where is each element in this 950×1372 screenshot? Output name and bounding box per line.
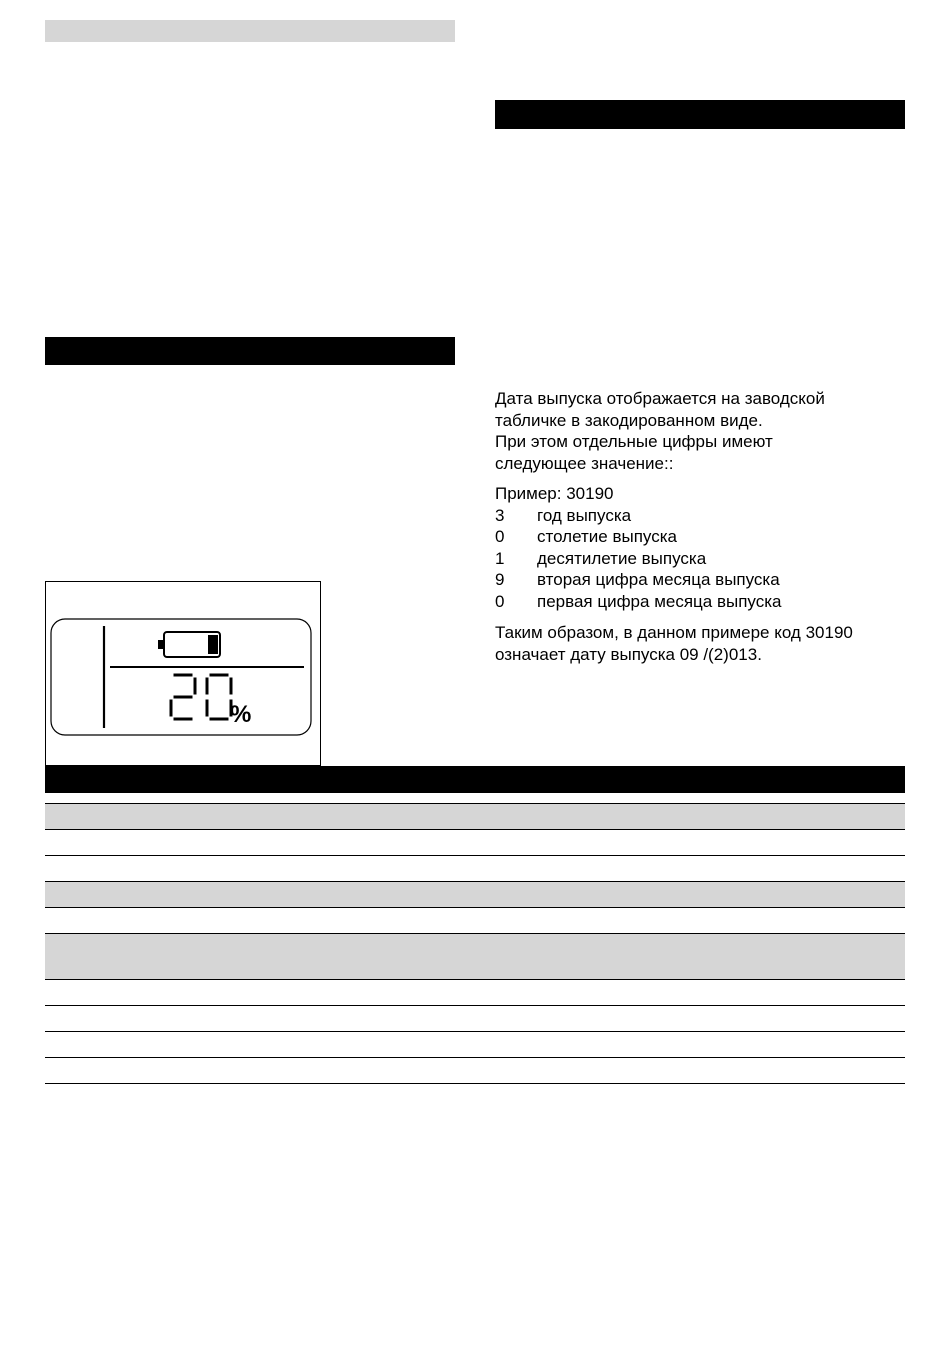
intro-line: Дата выпуска отображается на заводской — [495, 389, 825, 408]
table-row — [45, 1032, 905, 1058]
table-row — [45, 830, 905, 856]
section-header-bar-left — [45, 337, 455, 365]
intro-line: табличке в закодированном виде. — [495, 410, 763, 430]
code-digit: 3 — [495, 505, 505, 525]
table-row — [45, 934, 905, 980]
table-row — [45, 1006, 905, 1032]
intro-line: При этом отдельные цифры имеют — [495, 432, 773, 451]
table-row — [45, 980, 905, 1006]
table-row — [45, 856, 905, 882]
code-meaning: год выпуска — [537, 505, 632, 525]
table-row — [45, 882, 905, 908]
section-header-bar-right — [495, 100, 905, 129]
example-label: Пример: 30190 — [495, 484, 614, 503]
code-meaning: столетие выпуска — [537, 527, 677, 546]
conclusion-line: означает дату выпуска 09 /(2)013. — [495, 644, 762, 664]
production-date-intro — [495, 388, 915, 474]
conclusion-line: Таким образом, в данном примере код 30190 — [495, 623, 853, 642]
code-digit: 0 — [495, 591, 505, 611]
code-item — [495, 505, 915, 527]
production-date-conclusion — [495, 622, 915, 665]
code-item — [495, 569, 915, 591]
code-meaning: вторая цифра месяца выпуска — [537, 570, 780, 589]
production-date-example — [495, 483, 915, 612]
display-illustration — [45, 581, 321, 766]
display-unit: % — [230, 701, 252, 728]
section-header-bar-gray — [45, 20, 455, 42]
code-item — [495, 526, 915, 548]
code-meaning: десятилетие выпуска — [537, 548, 707, 568]
table-row — [45, 908, 905, 934]
battery-level-fill — [208, 635, 218, 654]
seven-segment-value — [171, 675, 231, 719]
code-digit: 1 — [495, 548, 505, 568]
table-row — [45, 804, 905, 830]
code-meaning: первая цифра месяца выпуска — [537, 591, 782, 611]
table-row — [45, 1058, 905, 1084]
code-digit: 0 — [495, 527, 505, 546]
table-header-bar — [45, 766, 905, 793]
battery-icon — [158, 632, 220, 657]
table-row — [45, 794, 905, 804]
code-digit: 9 — [495, 570, 505, 589]
code-item — [495, 548, 915, 570]
code-item — [495, 591, 915, 613]
intro-line: следующее значение:: — [495, 453, 674, 473]
